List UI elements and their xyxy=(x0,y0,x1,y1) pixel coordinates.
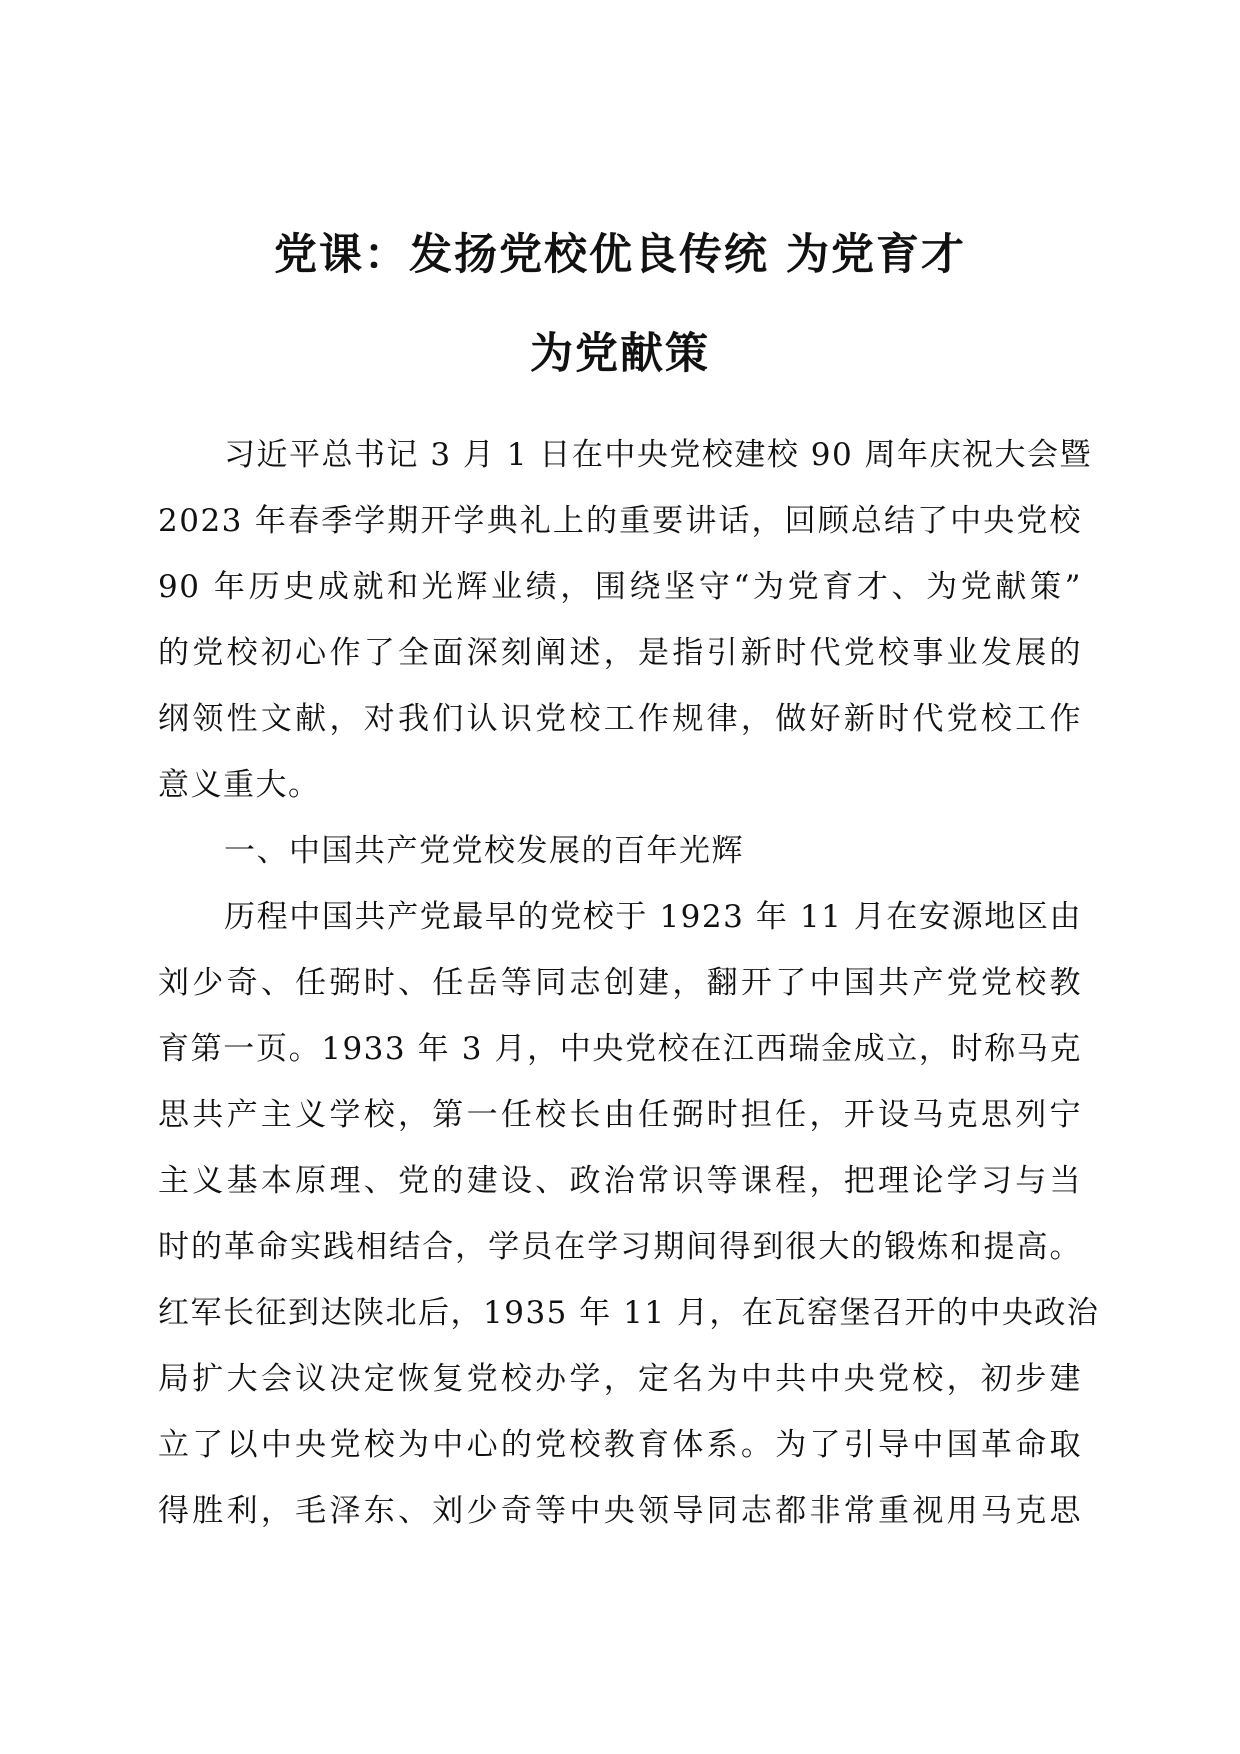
paragraph-line: 时的革命实践相结合，学员在学习期间得到很大的锻炼和提高。 xyxy=(158,1229,1082,1265)
paragraph-line: 2023 年春季学期开学典礼上的重要讲话，回顾总结了中央党校 xyxy=(158,503,1082,539)
document-title-line-2: 为党献策 xyxy=(530,329,710,379)
paragraph-line: 红军长征到达陕北后，1935 年 11 月，在瓦窑堡召开的中央政治 xyxy=(158,1295,1100,1331)
paragraph-intro xyxy=(158,422,1093,818)
paragraph-line: 育第一页。1933 年 3 月，中央党校在江西瑞金成立，时称马克 xyxy=(158,1031,1082,1067)
document-title-line-1: 党课：发扬党校优良传统 为党育才 xyxy=(274,230,966,280)
paragraph-line: 90 年历史成就和光辉业绩，围绕坚守“为党育才、为党献策” xyxy=(158,569,1082,605)
paragraph-line: 思共产主义学校，第一任校长由任弼时担任，开设马克思列宁 xyxy=(158,1097,1082,1133)
paragraph-line: 纲领性文献，对我们认识党校工作规律，做好新时代党校工作 xyxy=(158,701,1082,737)
paragraph-line: 历程中国共产党最早的党校于 1923 年 11 月在安源地区由 xyxy=(224,899,1082,935)
paragraph-history xyxy=(158,884,1100,1544)
section-heading-text: 一、中国共产党党校发展的百年光辉 xyxy=(224,833,744,869)
paragraph-line: 刘少奇、任弼时、任岳等同志创建，翻开了中国共产党党校教 xyxy=(158,965,1082,1001)
paragraph-line: 立了以中央党校为中心的党校教育体系。为了引导中国革命取 xyxy=(158,1427,1082,1463)
paragraph-line: 得胜利，毛泽东、刘少奇等中央领导同志都非常重视用马克思 xyxy=(158,1493,1082,1529)
paragraph-line: 习近平总书记 3 月 1 日在中央党校建校 90 周年庆祝大会暨 xyxy=(224,437,1093,473)
paragraph-line: 的党校初心作了全面深刻阐述，是指引新时代党校事业发展的 xyxy=(158,635,1082,671)
paragraph-line: 局扩大会议决定恢复党校办学，定名为中共中央党校，初步建 xyxy=(158,1361,1082,1397)
paragraph-line: 主义基本原理、党的建设、政治常识等课程，把理论学习与当 xyxy=(158,1163,1082,1199)
section-heading xyxy=(158,818,1082,884)
paragraph-line: 意义重大。 xyxy=(158,767,321,803)
